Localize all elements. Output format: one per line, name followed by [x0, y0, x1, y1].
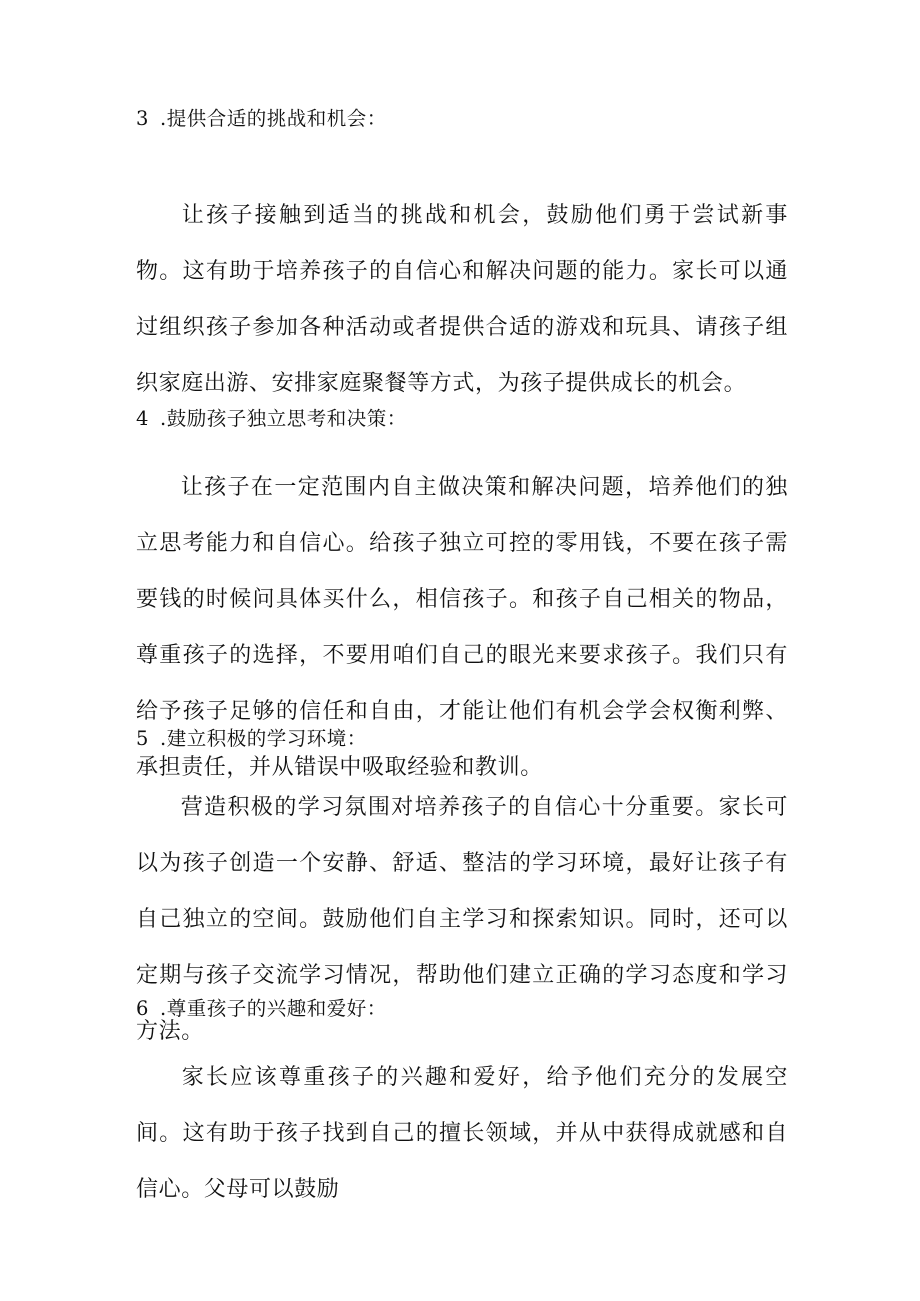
section-heading-4: [136, 406, 407, 432]
paragraph-text: 家长应该尊重孩子的兴趣和爱好，给予他们充分的发展空间。这有助于孩子找到自己的擅长领域，并从中获得成就感和自信心。父母可以鼓励: [136, 1065, 788, 1202]
paragraph-text: 营造积极的学习氛围对培养孩子的自信心十分重要。家长可以为孩子创造一个安静、舒适、整洁的学习环境，最好让孩子有自己独立的空间。鼓励他们自主学习和探索知识。同时，还可以定期与孩子交流学习情况，帮助他们建立正确的学习态度和学习方法。: [136, 795, 788, 1044]
section-paragraph-3: [136, 188, 788, 412]
section-title: .提供合适的挑战和机会：: [160, 107, 387, 130]
section-title: .建立积极的学习环境：: [160, 727, 367, 750]
paragraph-text: 让孩子在一定范围内自主做决策和解决问题，培养他们的独立思考能力和自信心。给孩子独立可控的零用钱，不要在孩子需要钱的时候问具体买什么，相信孩子。和孩子自己相关的物品，尊重孩子的选择，不要用咱们自己的眼光来要求孩子。我们只有给予孩子足够的信任和自由，才能让他们有机会学会权衡利弊、承担责任，并从错误中吸取经验和教训。: [136, 475, 788, 780]
section-title: .尊重孩子的兴趣和爱好：: [160, 997, 387, 1020]
section-title: .鼓励孩子独立思考和决策：: [160, 407, 407, 430]
section-paragraph-6: [136, 1050, 788, 1218]
section-heading-5: [136, 726, 367, 752]
section-number: 4: [136, 407, 149, 430]
section-number: 5: [136, 727, 149, 750]
section-number: 3: [136, 107, 149, 130]
paragraph-text: 让孩子接触到适当的挑战和机会，鼓励他们勇于尝试新事物。这有助于培养孩子的自信心和解决问题的能力。家长可以通过组织孩子参加各种活动或者提供合适的游戏和玩具、请孩子组织家庭出游、安排家庭聚餐等方式，为孩子提供成长的机会。: [136, 203, 788, 396]
section-number: 6: [136, 997, 149, 1020]
section-heading-6: [136, 996, 387, 1022]
section-heading-3: [136, 106, 387, 132]
